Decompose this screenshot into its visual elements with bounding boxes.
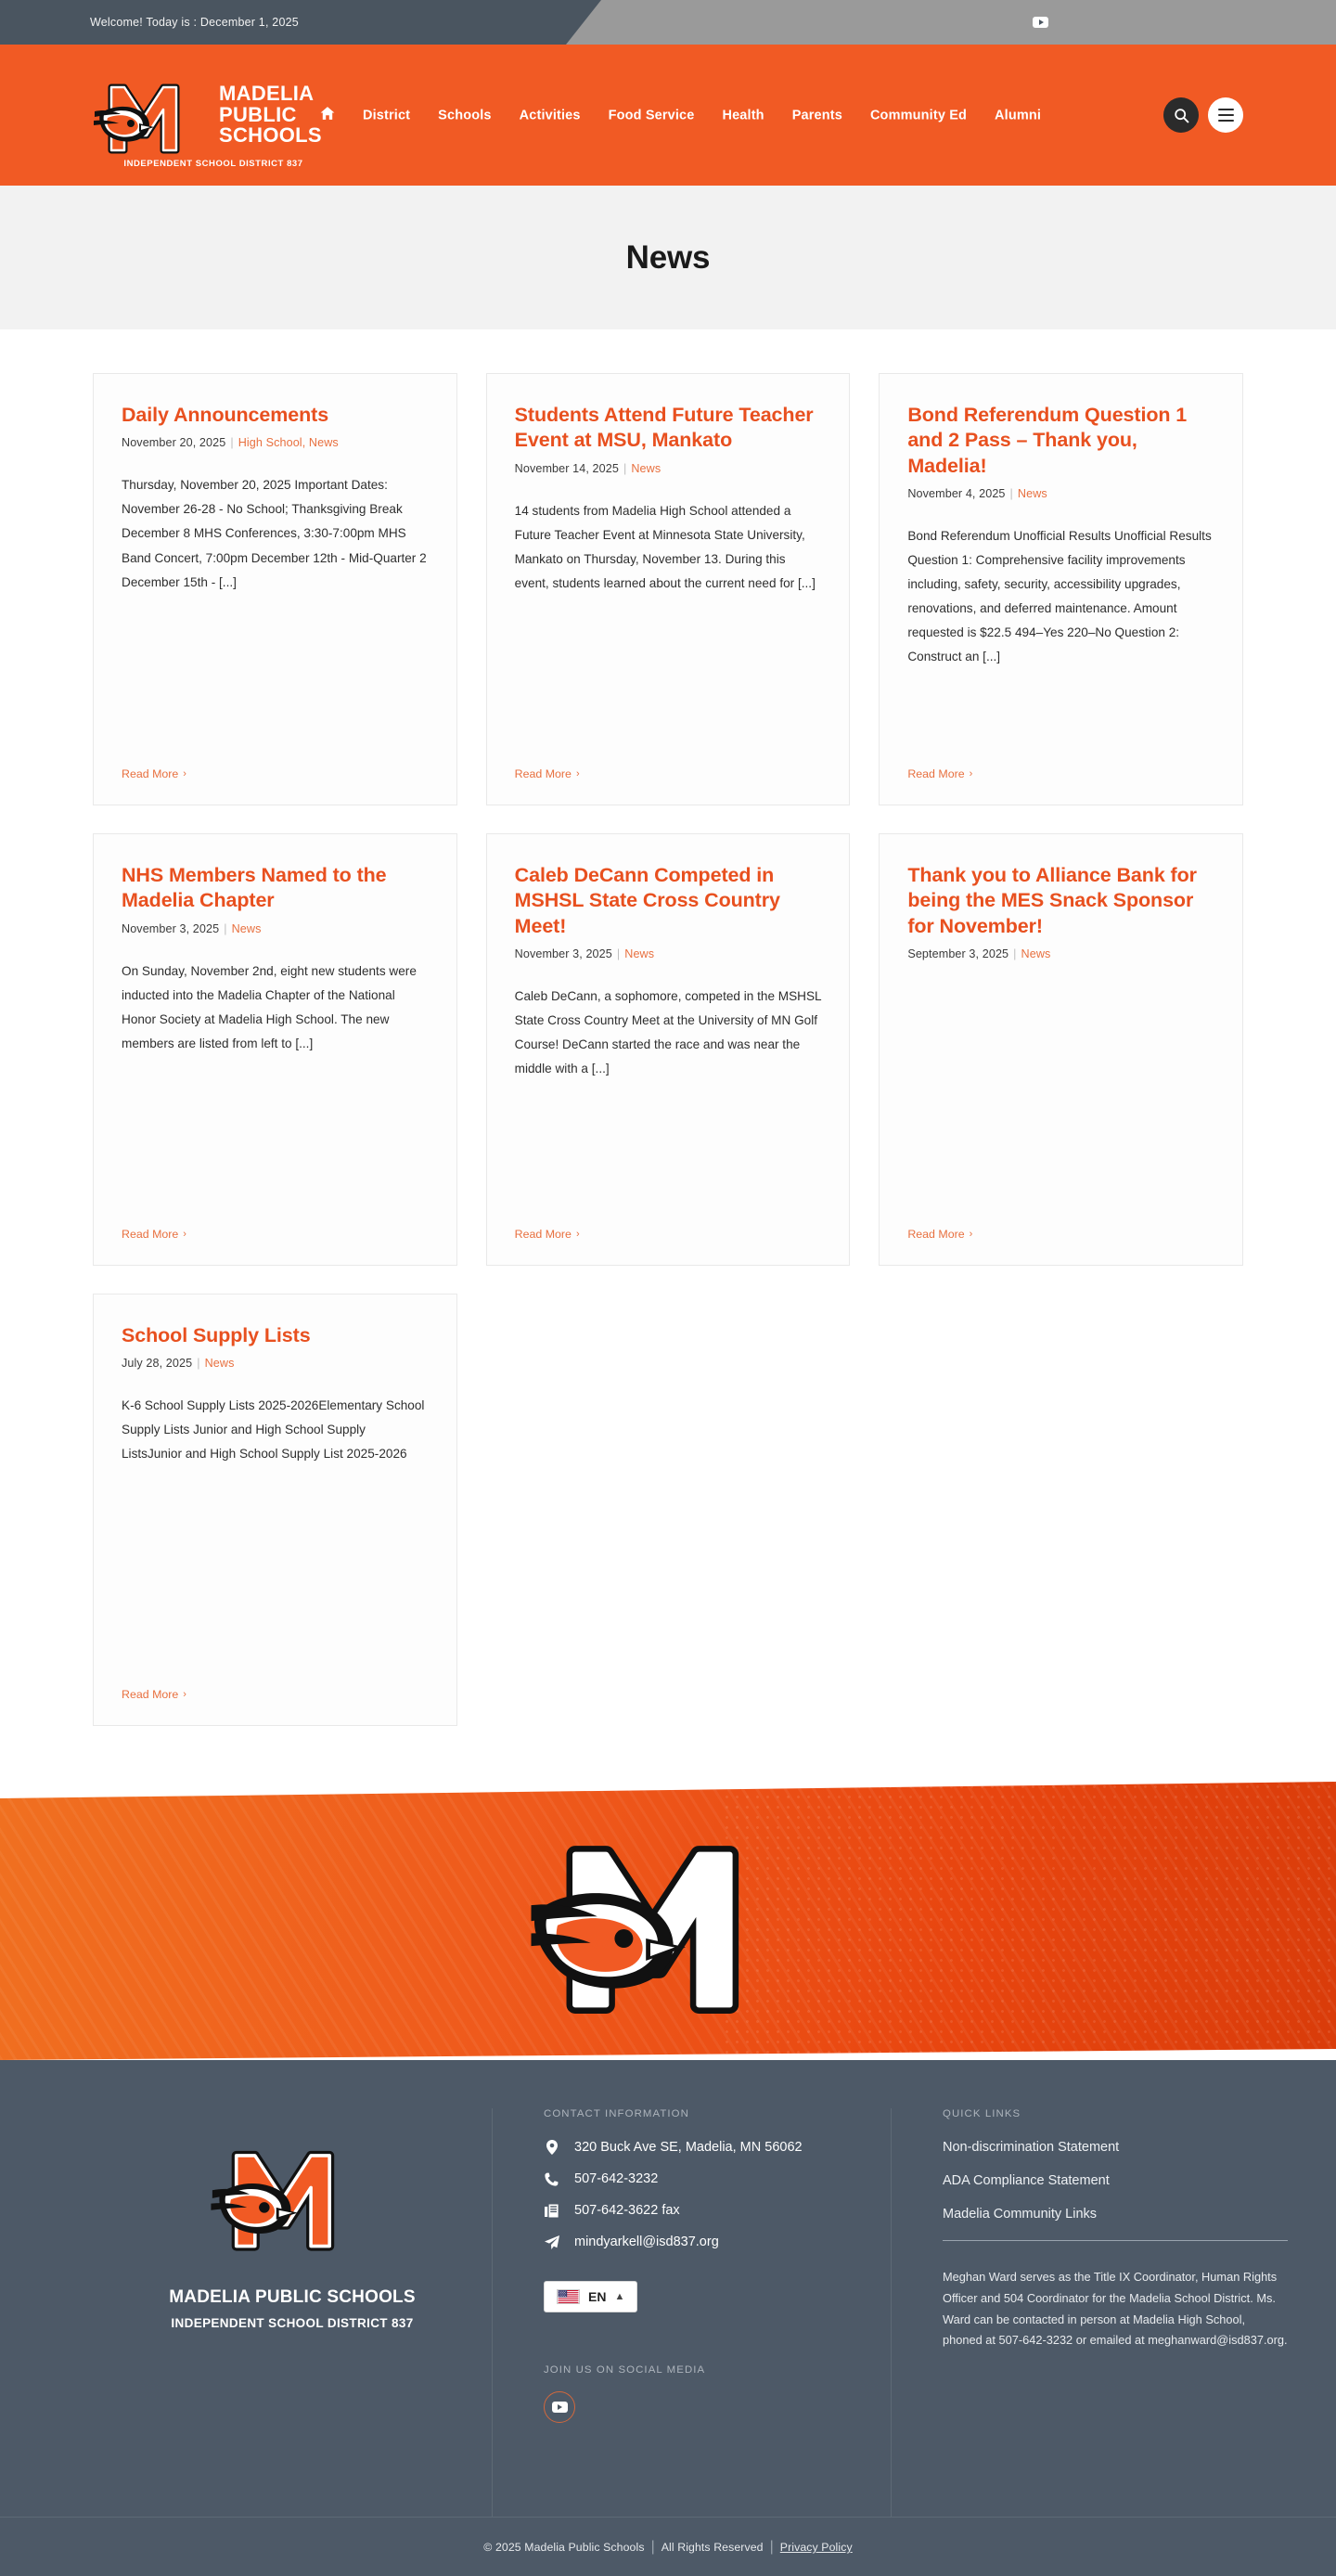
news-card[interactable] <box>93 373 457 805</box>
read-more-label: Read More <box>122 1228 179 1241</box>
bottom-separator-2: | <box>769 2539 774 2555</box>
read-more-label: Read More <box>514 1228 572 1241</box>
meta-separator: | <box>1013 947 1017 960</box>
footer-quicklinks-column <box>891 2108 1288 2517</box>
news-card-title[interactable]: NHS Members Named to the Madelia Chapter <box>122 864 387 912</box>
quicklinks-heading: QUICK LINKS <box>943 2108 1021 2119</box>
nav-item-food-service[interactable]: Food Service <box>608 108 695 122</box>
news-card-meta <box>907 487 1214 500</box>
quicklink-community-links[interactable]: Madelia Community Links <box>943 2207 1098 2222</box>
site-footer <box>0 2060 1336 2576</box>
news-card[interactable] <box>486 373 851 805</box>
nav-item-alumni[interactable]: Alumni <box>995 108 1042 122</box>
news-card-meta <box>122 922 429 935</box>
search-button[interactable] <box>1163 97 1199 133</box>
map-pin-icon <box>544 2140 559 2155</box>
chevron-up-icon: ▲ <box>614 2291 625 2302</box>
meta-separator: | <box>224 921 227 935</box>
read-more-link[interactable] <box>515 1228 580 1241</box>
welcome-date-text: Welcome! Today is : December 1, 2025 <box>90 16 299 29</box>
read-more-label: Read More <box>514 767 572 780</box>
contact-heading: CONTACT INFORMATION <box>544 2108 689 2119</box>
chevron-right-icon: › <box>969 1229 973 1240</box>
brand-wordmark <box>219 84 322 146</box>
news-card-excerpt: K-6 School Supply Lists 2025-2026Elementary School Supply Lists Junior and High School Supply ListsJunior and High School Supply List 2025-2026 <box>122 1398 425 1462</box>
nav-item-district[interactable]: District <box>363 108 411 122</box>
home-icon <box>320 107 335 121</box>
meta-separator: | <box>230 436 234 450</box>
language-code: EN <box>588 2289 607 2304</box>
news-card-title[interactable]: Caleb DeCann Competed in MSHSL State Cross Country Meet! <box>514 864 780 937</box>
contact-email[interactable] <box>544 2235 891 2249</box>
read-more-label: Read More <box>122 767 179 780</box>
social-heading: JOIN US ON SOCIAL MEDIA <box>544 2364 706 2376</box>
youtube-icon[interactable] <box>1033 17 1048 28</box>
news-section <box>0 329 1336 1782</box>
news-card[interactable] <box>486 833 851 1266</box>
news-card-excerpt <box>907 985 1214 1211</box>
news-card-meta <box>515 462 822 475</box>
footer-divider <box>943 2240 1288 2241</box>
news-card-meta <box>515 947 822 960</box>
hamburger-menu-icon <box>1218 106 1234 125</box>
contact-email-text: mindyarkell@isd837.org <box>574 2235 719 2249</box>
news-card-categories[interactable]: News <box>231 921 262 935</box>
footer-bottom-bar <box>0 2517 1336 2576</box>
contact-address-text: 320 Buck Ave SE, Madelia, MN 56062 <box>574 2140 803 2155</box>
footer-columns <box>93 2108 1288 2517</box>
news-card-date: November 4, 2025 <box>907 486 1006 500</box>
chevron-right-icon: › <box>575 1229 580 1240</box>
chevron-right-icon: › <box>969 768 973 779</box>
news-card-date: November 14, 2025 <box>514 461 619 475</box>
madelia-m-eagle-logo <box>93 72 208 158</box>
news-card-date: September 3, 2025 <box>907 947 1009 960</box>
news-card-categories[interactable]: News <box>624 947 655 960</box>
read-more-link[interactable] <box>515 767 580 780</box>
quicklink-ada-compliance[interactable]: ADA Compliance Statement <box>943 2173 1110 2188</box>
news-card-title[interactable]: School Supply Lists <box>122 1324 311 1346</box>
read-more-link[interactable] <box>122 767 186 780</box>
contact-address[interactable] <box>544 2140 891 2155</box>
page-title: News <box>625 238 711 276</box>
primary-navigation <box>320 107 1041 124</box>
nav-item-community-ed[interactable]: Community Ed <box>869 108 968 122</box>
us-flag-icon <box>557 2289 580 2304</box>
news-card-title[interactable]: Daily Announcements <box>122 404 329 426</box>
meta-separator: | <box>623 461 627 475</box>
news-card-grid <box>93 373 1243 1726</box>
meta-separator: | <box>616 947 621 960</box>
news-card-categories[interactable]: News <box>1021 947 1051 960</box>
bottom-separator-1: | <box>650 2539 655 2555</box>
news-card-categories[interactable]: News <box>1017 486 1047 500</box>
privacy-policy-link[interactable]: Privacy Policy <box>779 2541 853 2554</box>
topbar-social-links[interactable] <box>1033 0 1048 45</box>
rights-text: All Rights Reserved <box>661 2541 764 2554</box>
news-card-meta <box>122 1357 429 1370</box>
chevron-right-icon: › <box>183 1689 186 1700</box>
menu-button[interactable] <box>1208 97 1243 133</box>
copyright-text: © 2025 Madelia Public Schools <box>483 2541 645 2554</box>
madelia-m-eagle-watermark <box>531 1820 804 2023</box>
read-more-label: Read More <box>907 767 965 780</box>
footer-contact-column <box>492 2108 891 2517</box>
footer-brand-column <box>93 2108 492 2517</box>
header-action-buttons <box>1163 97 1243 133</box>
nav-item-schools[interactable]: Schools <box>438 108 492 122</box>
news-card-excerpt: Caleb DeCann, a sophomore, competed in the MSHSL State Cross Country Meet at the University of MN Golf Course! DeCann started the race and was near the middle with a [...] <box>514 988 822 1076</box>
top-utility-bar <box>0 0 1336 45</box>
news-card-excerpt: On Sunday, November 2nd, eight new students were inducted into the Madelia Chapter of the National Honor Society at Madelia High School. The new members are listed from left to [...] <box>122 963 417 1050</box>
news-card-categories[interactable]: News <box>631 461 662 475</box>
news-card-date: November 3, 2025 <box>514 947 612 960</box>
topbar-angled-panel <box>566 0 1336 45</box>
read-more-label: Read More <box>907 1228 965 1241</box>
read-more-link[interactable] <box>907 1228 972 1241</box>
read-more-link[interactable] <box>907 767 972 780</box>
footer-school-name: MADELIA PUBLIC SCHOOLS <box>169 2287 416 2307</box>
read-more-label: Read More <box>122 1688 179 1701</box>
news-card-date: July 28, 2025 <box>122 1357 193 1371</box>
site-logo-link[interactable] <box>93 72 322 158</box>
news-card-excerpt: Bond Referendum Unofficial Results Unofficial Results Question 1: Comprehensive facility improvements including, safety, security, accessibility upgrades, renovations, and deferred maintenance. Amount requested is $22.5 494–Yes 220–No Question 2: Construct an [...] <box>907 528 1212 664</box>
news-card[interactable] <box>93 833 457 1266</box>
youtube-icon <box>552 2402 568 2413</box>
read-more-link[interactable] <box>122 1688 186 1701</box>
news-card-meta <box>907 947 1214 960</box>
brand-line-3: SCHOOLS <box>219 123 322 148</box>
news-card-meta <box>122 436 429 449</box>
nav-item-activities[interactable]: Activities <box>519 108 581 122</box>
chevron-right-icon: › <box>183 768 186 779</box>
madelia-m-eagle-logo <box>210 2118 375 2273</box>
quicklink-non-discrimination[interactable]: Non-discrimination Statement <box>943 2140 1120 2155</box>
news-card-title[interactable]: Bond Referendum Question 1 and 2 Pass – Thank you, Madelia! <box>907 404 1188 477</box>
brand-line-2: PUBLIC <box>219 102 297 126</box>
news-card-date: November 20, 2025 <box>122 436 226 450</box>
paper-plane-icon <box>544 2235 559 2249</box>
phone-icon <box>544 2172 559 2186</box>
news-card-excerpt: Thursday, November 20, 2025 Important Dates: November 26-28 - No School; Thanksgiving Break December 8 MHS Conferences, 3:30-7:00pm MHS Band Concert, 7:00pm December 12th - Mid-Quarter 2 December 15th - [...] <box>122 478 427 589</box>
news-card-categories[interactable]: News <box>204 1357 235 1371</box>
brand-district-subtitle: INDEPENDENT SCHOOL DISTRICT 837 <box>123 159 303 169</box>
banner-dot-texture <box>722 1782 1336 2060</box>
chevron-right-icon: › <box>575 768 580 779</box>
chevron-right-icon: › <box>183 1229 186 1240</box>
nav-item-parents[interactable]: Parents <box>791 108 842 122</box>
search-icon <box>1174 108 1189 123</box>
brand-line-1: MADELIA <box>219 82 315 106</box>
footer-district-name: INDEPENDENT SCHOOL DISTRICT 837 <box>171 2316 414 2330</box>
read-more-link[interactable] <box>122 1228 186 1241</box>
contact-fax <box>544 2203 891 2218</box>
title-ix-coordinator-note: Meghan Ward serves as the Title IX Coordinator, Human Rights Officer and 504 Coordinator for the Madelia School District. Ms. Ward can be contacted in person at Madelia High School, phoned at 507-642-3232 or emailed at meghanward@isd837.org. <box>943 2270 1288 2348</box>
contact-fax-text: 507-642-3622 fax <box>574 2203 680 2218</box>
nav-item-home[interactable] <box>320 107 335 124</box>
news-card[interactable] <box>93 1294 457 1726</box>
site-header <box>0 45 1336 186</box>
nav-item-health[interactable]: Health <box>722 108 764 122</box>
news-card[interactable] <box>879 373 1243 805</box>
news-card-title[interactable]: Students Attend Future Teacher Event at MSU, Mankato <box>514 404 814 452</box>
page-title-bar <box>0 186 1336 329</box>
news-card-date: November 3, 2025 <box>122 921 220 935</box>
news-card-title[interactable]: Thank you to Alliance Bank for being the MES Snack Sponsor for November! <box>907 864 1197 937</box>
language-selector[interactable] <box>544 2281 637 2312</box>
footer-youtube-button[interactable] <box>544 2391 575 2423</box>
news-card[interactable] <box>879 833 1243 1266</box>
meta-separator: | <box>1009 486 1013 500</box>
contact-phone-text: 507-642-3232 <box>574 2171 659 2186</box>
mascot-banner <box>0 1782 1336 2060</box>
news-card-categories[interactable]: High School, News <box>238 436 339 450</box>
fax-icon <box>544 2204 559 2218</box>
contact-phone[interactable] <box>544 2171 891 2186</box>
news-card-excerpt: 14 students from Madelia High School attended a Future Teacher Event at Minnesota State University, Mankato on Thursday, November 13. During this event, students learned about the current need for [...] <box>514 503 816 590</box>
meta-separator: | <box>197 1357 200 1371</box>
